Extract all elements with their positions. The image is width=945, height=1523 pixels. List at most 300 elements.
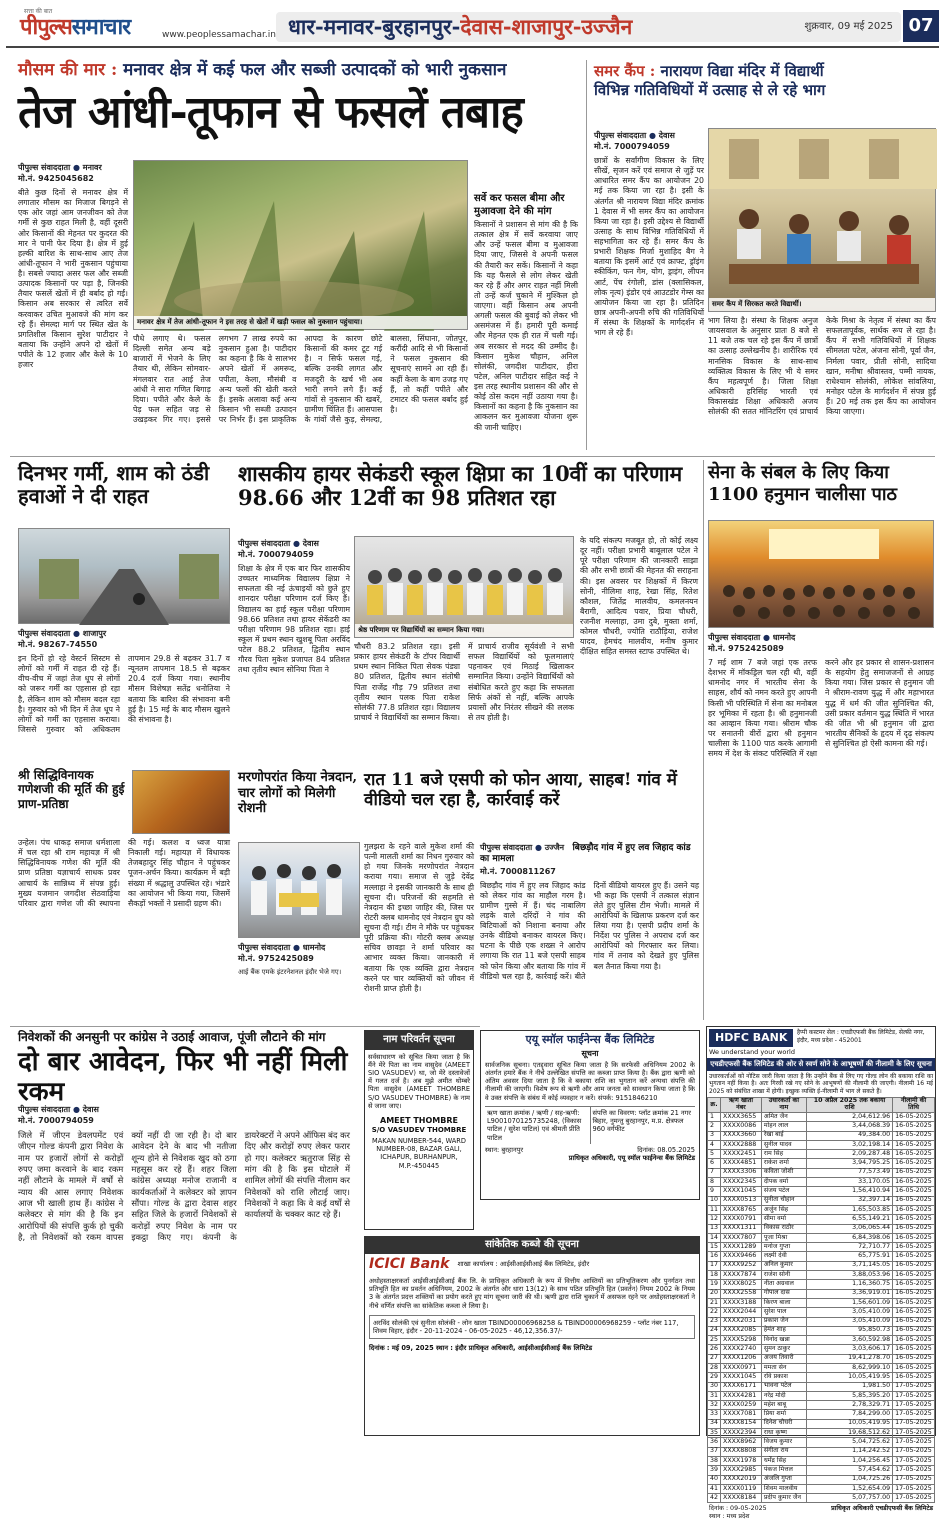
table-cell: 19,41,278.70 bbox=[806, 1354, 892, 1363]
table-cell: संजय पटेल bbox=[761, 1187, 806, 1196]
table-cell: राजेश सोनी bbox=[761, 1271, 806, 1280]
table-cell: भावना पटेल bbox=[761, 1382, 806, 1391]
table-cell: XXXX5298 bbox=[721, 1336, 762, 1345]
table-cell: धर्मेंद्र सिंह bbox=[761, 1456, 806, 1465]
table-cell: 1,56,410.94 bbox=[806, 1187, 892, 1196]
result-byline-place: देवास bbox=[302, 539, 319, 548]
table-cell: XXXX1045 bbox=[721, 1187, 762, 1196]
table-cell: XXXX8962 bbox=[721, 1438, 762, 1447]
table-cell: किरण बाला bbox=[761, 1298, 806, 1307]
table-cell: 26 bbox=[708, 1345, 721, 1354]
table-cell: संगीता राय bbox=[761, 1447, 806, 1456]
heat-body: इन दिनों हो रहे वेस्टर्न सिस्टम से लोगों को गर्मी में राहत दी रहे हैं। वीच-वीच में जहां तेज धूप से लोगों को जरूर गर्मी का एहसास हो रहा है, लेकिन शाम को मौसम बदल रहा है। गुरुवार को भी दिन में तेज धूप ने लोगों को गर्मी का एहसास कराया। जिससे गुरुवार को अधिकतम तापमान 29.8 से बढ़कर 31.7 व न्यूनतम तापमान 18.5 से बढ़कर 20.4 दर्ज किया गया। स्थानीय मौसम विशेषज्ञ सतेंद्र धनोतिया ने बताया कि बारिश की संभावना बनी हुई है। 15 मई के बाद मौसम खुलने की संभावना है। bbox=[18, 654, 230, 734]
table-cell: 1,16,360.75 bbox=[806, 1280, 892, 1289]
table-cell: XXXX2019 bbox=[721, 1475, 762, 1484]
table-cell: 3,05,410.09 bbox=[806, 1308, 892, 1317]
eye-mobile: मो.नं. 9752425089 bbox=[238, 954, 314, 963]
congress-mobile: मो.नं. 7000794059 bbox=[18, 1116, 94, 1125]
table-cell: 16-05-2025 bbox=[893, 1308, 935, 1317]
table-cell: 12 bbox=[708, 1215, 721, 1224]
region-highlight: देवास-शाजापुर-उज्जैन bbox=[460, 14, 633, 39]
lead-headline-box bbox=[18, 87, 578, 156]
icici-row: अरविंद सोलंकी एवं सुनीता सोलंकी - लोन खाता TBIND00006968258 & TBIND00006968259 - प्लॉट नंबर 117, शिवम विहार, इंदौर - 20-11-2024 - 06-05-2025 - 46,12,356.37/- bbox=[369, 1315, 695, 1339]
hdfc-branch: हैप्पी कस्टमर सेल : एचडीएफसी बैंक लिमिटेड, सेल्फ़ी नगर, इंदौर, मध्य प्रदेश - 452001 bbox=[797, 1029, 925, 1044]
au-col-left: ऋण खाता क्रमांक / ऋणी / सह-ऋणी: L9001070125735248, (विकास पाटिल / सुरेश पाटिल) एवं श्रीमती प्रीति पाटिल bbox=[485, 1107, 591, 1144]
table-cell: 3,36,919.01 bbox=[806, 1289, 892, 1298]
idol-body-box bbox=[18, 838, 230, 1020]
table-cell: 42 bbox=[708, 1494, 721, 1503]
sp-body-box: पीपुल्स संवाददाता ● उज्जैन बिछड़ौद गांव में हुए लव जिहाद कांड का मामला मो.नं. 7000811267 बिछड़ौद गांव में हुए लव जिहाद कांड को लेकर गांव का माहौल गरम है। ग्रामीण गुस्से में हैं। चंद नाबालिग लड़के वाले दरिंदों ने गांव की बिटियाओं को निशाना बनाया और उनके वीडियो बनाकर वायरल किए। घटना के पीछे एक शख्स ने आरोप लगाया कि रात 11 बजे एसपी साहब को फोन किया और बताया कि गांव में वीडियो चल रहा है, कार्रवाई करें। बीते दिनों वीडियो वायरल हुए हैं। उसने यह भी कहा कि एसपी ने तत्काल संज्ञान लेते हुए पुलिस टीम भेजी। मामले में आरोपियों के खिलाफ प्रकरण दर्ज कर लिया गया है। एसपी प्रदीप शर्मा के निर्देश पर पुलिस ने अपराध दर्ज कर आरोपियों को गिरफ्तार कर लिया। गांव में तनाव को देखते हुए पुलिस बल तैनात किया गया है। bbox=[480, 843, 699, 981]
result-photo-caption: श्रेष्ठ परिणाम पर विद्यार्थियों का सम्मान किया गया। bbox=[355, 624, 573, 637]
table-row bbox=[708, 1382, 935, 1391]
lead-body-col1: बीते कुछ दिनों से मनावर क्षेत्र में लगातार मौसम का मिजाज बिगड़ने से एक ओर जहां आम जनजीवन को तेज गर्मी से कुछ राहत मिली है, वहीं दूसरी ओर किसानों की मेहनत पर कुदरत की मार ने पानी फेर दिया है। क्षेत्र में हुई हल्की बारिश के साथ-साथ आए तेज आंधी-तूफान ने भारी नुकसान पहुंचाया है। सबसे ज्यादा असर फल और सब्जी उत्पादक किसानों पर पड़ा है, जिनकी तैयार फसलें खेतों में ही बर्बाद हो गईं। किसान अब सरकार से त्वरित सर्वे करवाकर उचित मुआवजे की मांग कर रहे हैं। सेमल्दा मार्ग पर स्थित खेत के प्रगतिशील किसान सुरेश पाटीदार ने बताया कि उन्होंने अपने दो खेतों में पपीते के 12 हजार और केले के 10 हजार bbox=[18, 188, 128, 370]
table-row bbox=[708, 1336, 935, 1345]
table-cell: 17-05-2025 bbox=[893, 1494, 935, 1503]
table-cell: XXXX0791 bbox=[721, 1215, 762, 1224]
table-cell: 8,62,999.10 bbox=[806, 1363, 892, 1372]
result-col1: पीपुल्स संवाददाता ● देवास मो.नं. 7000794059 शिक्षा के क्षेत्र में एक बार फिर शासकीय उच्चतर माध्यमिक विद्यालय क्षिप्रा ने सफलता की नई ऊंचाइयों को छुते हुए शानदार परीक्षा परिणाम दर्ज किए हैं। विद्यालय का हाई स्कूल परीक्षा परिणाम 98.66 प्रतिशत तथा हायर सेकेंडरी का परीक्षा परिणाम 98 प्रतिशत रहा। हाई स्कूल में प्रथम स्थान खुशबू पिता अरविंद पटेल 88.2 प्रतिशत, द्वितीय स्थान गौरव पिता मुकेश प्रजापत 84 प्रतिशत तथा तृतीय स्थान सोनिया पिता ने bbox=[238, 539, 350, 675]
camp-body-col1: छात्रों के सर्वांगीण विकास के लिए सीखें, सृजन करें एवं समाज से जुड़ें पर आधारित समर कैंप का आयोजन 20 मई तक किया जा रहा है। इसी के अंतर्गत श्री नारायण विद्या मंदिर क्रमांक 1 देवास में भी समर कैंप का आयोजन किया जा रहा है। इसी उद्देश्य से विद्यार्थी उत्साह के साथ विभिन्न गतिविधियों में सहभागिता कर रहे हैं। समर कैंप के प्रभारी शिक्षक मिर्जा मुशाहिद बैग ने बताया कि इसमें आर्ट एवं क्राफ्ट, ड्रॉइंग स्कीकिंग, फन गेम, योग, ड्राइंग, लीपन आर्ट, पेंच रंगोली, डांस (क्लासिकल, लोक नृत्य) इंडोर एवं आउटडोर गेम्स का आयोजन किया जा रहा है। प्रतिदिन छात्र अपनी-अपनी रुचि की गतिविधियों में संस्था के शिक्षकों के मार्गदर्शन में भाग ले रहे हैं। bbox=[594, 156, 704, 338]
table-cell: 5,85,395.20 bbox=[806, 1391, 892, 1400]
icici-branch: शाखा कार्यालय : आईसीआईसीआई बैंक लिमिटेड, इंदौर bbox=[457, 1260, 590, 1269]
lead-cols-under bbox=[133, 334, 468, 450]
table-row bbox=[708, 1122, 935, 1131]
table-cell: XXXX1206 bbox=[721, 1354, 762, 1363]
heat-head-box bbox=[18, 462, 230, 524]
table-cell: 17-05-2025 bbox=[893, 1419, 935, 1428]
table-cell: 19,68,512.62 bbox=[806, 1429, 892, 1438]
table-cell: अर्जुन सिंह bbox=[761, 1205, 806, 1214]
table-cell: 16-05-2025 bbox=[893, 1354, 935, 1363]
table-row bbox=[708, 1419, 935, 1428]
table-cell: 29 bbox=[708, 1373, 721, 1382]
table-cell: 16-05-2025 bbox=[893, 1326, 935, 1335]
table-cell: ममता सेन bbox=[761, 1363, 806, 1372]
hdfc-notice bbox=[706, 1026, 936, 1521]
lead-kicker-label: मौसम की मार : bbox=[18, 60, 118, 80]
table-row bbox=[708, 1243, 935, 1252]
table-cell: 16-05-2025 bbox=[893, 1205, 935, 1214]
table-row bbox=[708, 1112, 935, 1121]
table-cell: दीपक वर्मा bbox=[761, 1178, 806, 1187]
heat-photo bbox=[18, 528, 230, 624]
army-photo bbox=[708, 520, 934, 628]
result-body-col3: के यदि संकल्प मजबूत हो, तो कोई लक्ष्य दूर नहीं। परीक्षा प्रभारी बाबूलाल पटेल ने पूरे परीक्षा परिणाम की जानकारी साझा की और सभी छात्रों की मेहनत की सराहना की। इस अवसर पर शिक्षकों में किरण सोनी, नीलिमा शाह, रेखा सिंह, रितेश कौशल, जितेंद्र मालवीय, कमलनयन बैरागी, आदित्य पवार, प्रिया चौधरी, रजनीश मल्लाहा, उमा दुबे, मुक्ता शर्मा, कोमल चौधरी, ज्योति राठौड़िया, राजेश यादव, हेमचंद मालवीय, मनीष कुमार दीक्षित सहित समस्त स्टाफ उपस्थित थे। bbox=[580, 536, 698, 657]
au-subtitle: सूचना bbox=[581, 1048, 599, 1058]
table-cell: लक्ष्मी देवी bbox=[761, 1252, 806, 1261]
table-cell: प्रिया शर्मा bbox=[761, 1410, 806, 1419]
result-photo bbox=[354, 536, 574, 638]
table-cell: XXXX1045 bbox=[721, 1373, 762, 1382]
table-cell: राधा कृष्ण bbox=[761, 1429, 806, 1438]
name-change-title: नाम परिवर्तन सूचना bbox=[365, 1031, 473, 1050]
table-cell: 2 bbox=[708, 1122, 721, 1131]
table-cell: XXXX8154 bbox=[721, 1419, 762, 1428]
congress-byline-name: पीपुल्स संवाददाता bbox=[18, 1105, 71, 1114]
table-cell: 3,88,053.96 bbox=[806, 1271, 892, 1280]
hdfc-table-header-cell: नीलामी की तिथि bbox=[893, 1098, 935, 1113]
camp-students-illustration bbox=[709, 129, 937, 313]
congress-headline-small: निवेशकों की अनसुनी पर कांग्रेस ने उठाई आवाज, पूंजी लौटाने की मांग bbox=[18, 1030, 326, 1044]
table-row bbox=[708, 1429, 935, 1438]
table-row bbox=[708, 1196, 935, 1205]
table-cell: 16-05-2025 bbox=[893, 1271, 935, 1280]
table-row bbox=[708, 1178, 935, 1187]
hdfc-header bbox=[707, 1027, 935, 1058]
table-row bbox=[708, 1261, 935, 1270]
au-signatory: प्राधिकृत अधिकारी, एयू स्मॉल फाईनेन्स बैंक लिमिटेड bbox=[568, 1154, 695, 1163]
table-cell: 16-05-2025 bbox=[893, 1317, 935, 1326]
icici-logo: ICICI Bank bbox=[369, 1255, 450, 1272]
table-cell: 9 bbox=[708, 1187, 721, 1196]
table-cell: XXXX8184 bbox=[721, 1494, 762, 1503]
table-cell: XXXX3660 bbox=[721, 1131, 762, 1140]
table-cell: सुनील यादव bbox=[761, 1140, 806, 1149]
table-cell: 1 bbox=[708, 1112, 721, 1121]
lead-side bbox=[474, 190, 578, 450]
table-row bbox=[708, 1494, 935, 1503]
table-cell: 17-05-2025 bbox=[893, 1438, 935, 1447]
table-cell: XXXX7807 bbox=[721, 1233, 762, 1242]
army-mobile: मो.नं. 9752425089 bbox=[708, 644, 784, 653]
table-row bbox=[708, 1159, 935, 1168]
lead-side-body: किसानों ने प्रशासन से मांग की है कि तत्काल क्षेत्र में सर्वे करवाया जाए और उन्हें फसल बीमा व मुआवजा दिया जाए, जिससे वे अपनी फसल की तैयारी कर सकें। किसानों ने कहा कि यह फैसले से लोग लेकर खेती कर रहे हैं और अगर राहत नहीं मिली तो उन्हें कर्ज चुकाने में मुश्किल हो जाएगा। वहीं किसान अब अपनी अगली फसल की बुवाई को लेकर भी असमंजस में हैं। हमारी पूरी कमाई और मेहनत एक ही रात में चली गई। अब सरकार से मदद की उम्मीद है। किसान मुकेश चौहान, अनिल सोलंकी, जगदीश पाटीदार, हीरा पटेल, अनिल पाटीदार सहित कई ने इस तरह स्थानीय प्रशासन की और से कोई ठोस कदम नहीं उठाया गया है। किसानों का कहना है कि नुकसान का आकलन कर मुआवजा योजना शुरू की जानी चाहिए। bbox=[474, 220, 578, 432]
table-cell: 3,03,606.17 bbox=[806, 1345, 892, 1354]
table-cell: 6 bbox=[708, 1159, 721, 1168]
au-place: स्थान: बुरहानपुर bbox=[485, 1145, 524, 1154]
table-cell: नीता अग्रवाल bbox=[761, 1280, 806, 1289]
table-cell: 10 bbox=[708, 1196, 721, 1205]
table-cell: गोपाल दास bbox=[761, 1289, 806, 1298]
table-cell: XXXX3188 bbox=[721, 1298, 762, 1307]
name-change-name2: S/O VASUDEV THOMBRE bbox=[371, 1126, 467, 1135]
table-cell: प्रकाश जैन bbox=[761, 1317, 806, 1326]
sp-mobile: मो.नं. 7000811267 bbox=[480, 866, 556, 876]
table-cell: दिनेश चौधरी bbox=[761, 1419, 806, 1428]
eye-photo-caption: आई बैंक एमके इंटरनेशनल इंदौर भेजे गए। bbox=[238, 968, 342, 976]
table-cell: 3,05,410.09 bbox=[806, 1317, 892, 1326]
au-body: सार्वजनिक सूचना। एतद्द्वारा सूचित किया जाता है कि सरफेसी अधिनियम 2002 के अंतर्गत हमारे बैंक ने नीचे उल्लेखित संपत्ति का कब्जा प्राप्त किया है। बैंक द्वारा ऋणी को अंतिम अवसर दिया जाता है कि वे बकाया राशि का भुगतान करें अन्यथा संपत्ति की नीलामी की जाएगी। विशेष रूप से ऋणी और आम जनता को सावधान किया जाता है कि वे उक्त संपत्ति के संबंध में कोई व्यवहार न करें। संपर्क: 9151846210 bbox=[485, 1060, 695, 1102]
divider bbox=[703, 460, 704, 1020]
congress-head-box bbox=[18, 1030, 350, 1108]
table-cell: मोहन लाल bbox=[761, 1122, 806, 1131]
table-cell: सुनीता चौहान bbox=[761, 1196, 806, 1205]
name-change-ad bbox=[364, 1030, 474, 1230]
table-cell: मनोज गुप्ता bbox=[761, 1243, 806, 1252]
au-col-right: संपत्ति का विवरण: प्लॉट क्रमांक 21 नगर बिहार, नुमन्तु बुरहानपुर, म.प्र. क्षेत्रफल 960 वर्गफीट bbox=[592, 1108, 691, 1134]
table-cell: 41 bbox=[708, 1484, 721, 1493]
lead-kicker bbox=[18, 60, 578, 90]
sp-headline: रात 11 बजे एसपी को फोन आया, साहब! गांव में वीडियो चल रहा है, कार्रवाई करें bbox=[364, 770, 677, 811]
lead-byline: पीपुल्स संवाददाता ● मनावर bbox=[18, 163, 102, 172]
table-cell: XXXX8025 bbox=[721, 1280, 762, 1289]
table-row bbox=[708, 1140, 935, 1149]
table-cell: महेश बाबू bbox=[761, 1401, 806, 1410]
table-cell: 49,384.00 bbox=[806, 1131, 892, 1140]
table-cell: 17 bbox=[708, 1261, 721, 1270]
au-table bbox=[485, 1106, 695, 1144]
table-cell: 37 bbox=[708, 1447, 721, 1456]
icici-notice bbox=[364, 1236, 700, 1436]
table-cell: 16-05-2025 bbox=[893, 1150, 935, 1159]
table-cell: 16-05-2025 bbox=[893, 1336, 935, 1345]
hdfc-table-header-cell: क्र. bbox=[708, 1098, 721, 1113]
table-cell: 6,84,398.06 bbox=[806, 1233, 892, 1242]
army-byline-name: पीपुल्स संवाददाता bbox=[708, 633, 761, 642]
table-cell: 3,06,065.44 bbox=[806, 1224, 892, 1233]
lead-photo-caption: मनावर क्षेत्र में तेज आंधी-तूफान ने इस तरह से खेतों में खड़ी फसल को नुकसान पहुंचाया। bbox=[134, 316, 467, 329]
icici-header: सांकेतिक कब्जे की सूचना bbox=[365, 1237, 699, 1254]
table-cell: 17-05-2025 bbox=[893, 1456, 935, 1465]
eye-body-box bbox=[364, 842, 474, 1020]
table-cell: XXXX2394 bbox=[721, 1429, 762, 1438]
sp-body: बिछड़ौद गांव में हुए लव जिहाद कांड को लेकर गांव का माहौल गरम है। ग्रामीण गुस्से में हैं। चंद नाबालिग लड़के वाले दरिंदों ने गांव की बिटियाओं को निशाना बनाया और उनके वीडियो बनाकर वायरल किए। घटना के पीछे एक शख्स ने आरोप लगाया कि रात 11 बजे एसपी साहब को फोन किया और बताया कि गांव में वीडियो चल रहा है, कार्रवाई करें। बीते दिनों वीडियो वायरल हुए हैं। उसने यह भी कहा कि एसपी ने तत्काल संज्ञान लेते हुए पुलिस टीम भेजी। मामले में आरोपियों के खिलाफ प्रकरण दर्ज कर लिया गया है। एसपी प्रदीप शर्मा के निर्देश पर पुलिस ने अपराध दर्ज कर आरोपियों को गिरफ्तार कर लिया। गांव में तनाव को देखते हुए पुलिस बल तैनात किया गया है। bbox=[480, 880, 699, 981]
army-body-box: पीपुल्स संवाददाता ● धामनोद मो.नं. 9752425089 7 मई शाम 7 बजे जहां एक तरफ देशभर में मॉकड्रिल चल रही थी, वहीं धामनोद नगर में भारतीय सेना के साहस, शौर्य को नमन करते हुए आपनी किसी भी परिस्थिति में सेना का मनोबल हर भूमिका में रहता है। श्री हनुमानजी का आव्हान किया गया। श्रीराम चौक पर सनातनी वीरों द्वारा श्री हनुमान चालीसा के 1100 पाठ करके आगामी समय में देश के संकट परिस्थिति में रक्षा करने और हर प्रकार से शासन-प्रशासन के सहयोग हेतु समाजजनों से आग्रह किया गया। जिस प्रकार से हनुमान जी ने श्रीराम-रावण युद्ध में और महाभारत युद्ध में धर्म की जीत सुनिश्चित की, उसी प्रकार वर्तमान युद्ध स्थिति में भारत की जीत भी श्री हनुमान जी द्वारा भारतीय सैनिकों के हृदय में दृढ़ संकल्प से सुनिश्चित हो ऐसी कामना की गई। bbox=[708, 633, 934, 759]
heat-body-box: पीपुल्स संवाददाता ● शाजापुर मो.नं. 98267-74550 इन दिनों हो रहे वेस्टर्न सिस्टम से लोगों को गर्मी में राहत दी रहे हैं। वीच-वीच में जहां तेज धूप से लोगों को जरूर गर्मी का एहसास हो रहा है, लेकिन शाम को मौसम बदल रहा है। गुरुवार को भी दिन में तेज धूप ने लोगों को गर्मी का एहसास कराया। जिससे गुरुवार को अधिकतम तापमान 29.8 से बढ़कर 31.7 व न्यूनतम तापमान 18.5 से बढ़कर 20.4 दर्ज किया गया। स्थानीय मौसम विशेषज्ञ सतेंद्र धनोतिया ने बताया कि बारिश की संभावना बनी हुई है। 15 मई के बाद मौसम खुलने की संभावना है। bbox=[18, 629, 230, 734]
hdfc-table-header bbox=[708, 1098, 935, 1113]
hdfc-logo-box bbox=[709, 1029, 797, 1056]
sp-head-box bbox=[364, 770, 699, 838]
result-head-box bbox=[238, 462, 698, 530]
hdfc-table-header-cell: उधारकर्ता का नाम bbox=[761, 1098, 806, 1113]
table-cell: राकेश शर्मा bbox=[761, 1159, 806, 1168]
table-cell: 4 bbox=[708, 1140, 721, 1149]
table-cell: XXXX2345 bbox=[721, 1178, 762, 1187]
table-cell: XXXX2031 bbox=[721, 1317, 762, 1326]
lead-col1 bbox=[18, 160, 128, 450]
lead-byline-name: पीपुल्स संवाददाता bbox=[18, 163, 71, 172]
congress-headline: दो बार आवेदन, फिर भी नहीं मिली रकम bbox=[18, 1047, 348, 1108]
table-cell: 5 bbox=[708, 1150, 721, 1159]
au-footer bbox=[481, 1146, 699, 1154]
table-cell: 17-05-2025 bbox=[893, 1401, 935, 1410]
army-headline: सेना के संबल के लिए किया 1100 हनुमान चालीसा पाठ bbox=[708, 462, 897, 505]
eye-donation-illustration bbox=[239, 843, 361, 939]
table-cell: पंकज मित्तल bbox=[761, 1466, 806, 1475]
table-cell: 65,775.91 bbox=[806, 1252, 892, 1261]
hdfc-slogan: We understand your world bbox=[709, 1047, 795, 1056]
hdfc-body: उधारकर्ताओं को नोटिस जारी किया जाता है कि उन्होंने बैंक से लिए गए गोल्ड लोन की बकाया राशि का भुगतान नहीं किया है। अतः गिरवी रखे गए सोने के आभूषणों की नीलामी की जाएगी। नीलामी 16 मई 2025 को संबंधित शाखा में होगी। इच्छुक व्यक्ति ई-नीलामी में भाग ले सकते हैं। bbox=[709, 1072, 933, 1095]
idol-body: उन्हेल। पंच धाकड़ समाज धर्मशाला में चल रहा श्री राम महायज्ञ में श्री सिद्धिविनायक गणेश की मूर्ति की प्राण प्रतिष्ठा यज्ञाचार्य साधक प्रवर आचार्य के सान्निध्य में संपन्न हुई। मुख्य यजमान जगदीश सेठवाड़िया परिवार द्वारा गणेश जी की स्थापना की गई। कलश व ध्वज यात्रा निकाली गई। महायज्ञ में विधायक तेजबहादुर सिंह चौहान ने पहुंचकर पूजन-अर्चन किया। कार्यक्रम में बड़ी संख्या में श्रद्धालु उपस्थित रहे। भंडारे का आयोजन भी किया गया, जिसमें सैकड़ों भक्तों ने प्रसादी ग्रहण की। bbox=[18, 838, 230, 908]
table-cell: 16-05-2025 bbox=[893, 1224, 935, 1233]
eye-headline: मरणोपरांत किया नेत्रदान, चार लोगों को मिलेगी रोशनी bbox=[238, 770, 358, 817]
masthead bbox=[6, 10, 939, 48]
icici-footer: दिनांक : मई 09, 2025 स्थान : इंदौर प्राधिकृत अधिकारी, आईसीआईसीआई बैंक लिमिटेड bbox=[369, 1344, 593, 1353]
hdfc-table-header-cell: 10 अप्रैल 2025 तक बकाया राशि bbox=[806, 1098, 892, 1113]
table-cell: 17-05-2025 bbox=[893, 1391, 935, 1400]
heat-mobile: मो.नं. 98267-74550 bbox=[18, 640, 98, 649]
table-row bbox=[708, 1187, 935, 1196]
table-cell: 39 bbox=[708, 1466, 721, 1475]
camp-mobile: मो.नं. 7000794059 bbox=[594, 142, 670, 151]
result-body-col1: शिक्षा के क्षेत्र में एक बार फिर शासकीय उच्चतर माध्यमिक विद्यालय क्षिप्रा ने सफलता की नई ऊंचाइयों को छुते हुए शानदार परीक्षा परिणाम दर्ज किए हैं। विद्यालय का हाई स्कूल परीक्षा परिणाम 98.66 प्रतिशत तथा हायर सेकेंडरी का परीक्षा परिणाम 98 प्रतिशत रहा। हाई स्कूल में प्रथम स्थान खुशबू पिता अरविंद पटेल 88.2 प्रतिशत, द्वितीय स्थान गौरव पिता मुकेश प्रजापत 84 प्रतिशत तथा तृतीय स्थान सोनिया पिता ने bbox=[238, 564, 350, 675]
table-cell: 32 bbox=[708, 1401, 721, 1410]
table-cell: 18 bbox=[708, 1271, 721, 1280]
eye-photo bbox=[238, 842, 360, 938]
idol-headline: श्री सिद्धिविनायक गणेशजी की मूर्ति की हुई प्राण-प्रतिष्ठा bbox=[18, 768, 125, 811]
table-row bbox=[708, 1205, 935, 1214]
table-cell: 14 bbox=[708, 1233, 721, 1242]
table-cell: 3,44,068.39 bbox=[806, 1122, 892, 1131]
table-row bbox=[708, 1447, 935, 1456]
table-cell: 27 bbox=[708, 1354, 721, 1363]
hdfc-footer-place: स्थान : मध्य प्रदेश bbox=[709, 1513, 750, 1521]
table-cell: XXXX3655 bbox=[721, 1112, 762, 1121]
table-cell: 16-05-2025 bbox=[893, 1373, 935, 1382]
sp-byline-place: उज्जैन bbox=[544, 843, 565, 852]
table-cell: 16-05-2025 bbox=[893, 1196, 935, 1205]
table-cell: 17-05-2025 bbox=[893, 1429, 935, 1438]
table-cell: 16-05-2025 bbox=[893, 1178, 935, 1187]
lead-byline-place: मनावर bbox=[82, 163, 102, 172]
table-cell: सुरेश पाल bbox=[761, 1308, 806, 1317]
lead-photo bbox=[133, 160, 468, 330]
army-byline-place: धामनोद bbox=[772, 633, 796, 642]
congress-body: जिले में जीएन डेवलपमेंट एवं जीएन गोल्ड कंपनी द्वारा निवेश के नाम पर हजारों लोगों से करोड़ों रुपए जमा करवाने के बाद रकम नहीं लौटाने के मामले में वर्षों से न्याय की आस लगाए निवेशक आज भी खाली हाथ हैं। कांग्रेस ने कलेक्टर से मांग की है कि इन आरोपियों की संपत्ति कुर्क हो चुकी है, तो निवेशकों को रकम वापस क्यों नहीं दी जा रही है। दो बार आवेदन देने के बाद भी नतीजा शून्य होने से निवेशक खुद को ठगा महसूस कर रहे हैं। शहर जिला कांग्रेस अध्यक्ष मनोज राजानी व कार्यकर्ताओं ने कलेक्टर को ज्ञापन सौंपा। गोल्ड के द्वारा देवास शहर सहित जिले के हजारों निवेशकों से करोड़ों रुपए निवेश के नाम पर इकट्ठा किए गए। कंपनी के डायरेक्टरों ने अपने ऑफिस बंद कर दिए और करोड़ों रुपए लेकर फरार हो गए। कलेक्टर ऋतुराज सिंह से मांग की है कि इस घोटाले में शामिल लोगों की संपत्ति नीलाम कर निवेशकों को राशि लौटाई जाए। निवेशकों ने कहा कि वे कई वर्षों से कार्यालयों के चक्कर काट रहे हैं। bbox=[18, 1130, 350, 1243]
icici-body: अधोहस्ताक्षरकर्ता आईसीआईसीआई बैंक लि. के प्राधिकृत अधिकारी के रूप में वित्तीय आस्तियों का प्रतिभूतिकरण और पुनर्गठन तथा प्रतिभूति हित का प्रवर्तन अधिनियम, 2002 के अंतर्गत और धारा 13(12) के साथ पठित प्रतिभूति हित (प्रवर्तन) नियम 2002 के नियम 3 के अंतर्गत प्रदत्त शक्तियों का प्रयोग करते हुए मांग सूचना जारी की थी। ऋणी द्वारा राशि चुकाने में असफल रहने पर अधोहस्ताक्षरकर्ता ने नीचे वर्णित संपत्ति का सांकेतिक कब्जा ले लिया है। bbox=[369, 1277, 695, 1310]
table-cell: XXXX0971 bbox=[721, 1363, 762, 1372]
table-cell: अजय तिवारी bbox=[761, 1354, 806, 1363]
table-cell: 16-05-2025 bbox=[893, 1345, 935, 1354]
table-row bbox=[708, 1233, 935, 1242]
table-row bbox=[708, 1475, 935, 1484]
table-cell: 3,02,198.14 bbox=[806, 1140, 892, 1149]
table-cell: राम सिंह bbox=[761, 1150, 806, 1159]
table-cell: XXXX2451 bbox=[721, 1150, 762, 1159]
table-cell: 1,56,601.09 bbox=[806, 1298, 892, 1307]
road-illustration bbox=[19, 529, 231, 625]
table-cell: XXXX8808 bbox=[721, 1447, 762, 1456]
au-bank-notice bbox=[480, 1030, 700, 1200]
table-cell: 33 bbox=[708, 1410, 721, 1419]
eye-byline-place: धामनोद bbox=[302, 943, 326, 952]
table-cell: 25 bbox=[708, 1336, 721, 1345]
table-cell: 16-05-2025 bbox=[893, 1252, 935, 1261]
table-cell: 1,981.50 bbox=[806, 1382, 892, 1391]
camp-kicker-label: समर कैंप : bbox=[594, 62, 656, 80]
table-cell: 13 bbox=[708, 1224, 721, 1233]
lead-kicker-text: मनावर क्षेत्र में कई फल और सब्जी उत्पादकों को भारी नुकसान bbox=[123, 60, 507, 80]
divider bbox=[586, 60, 587, 450]
hdfc-table-body bbox=[708, 1112, 935, 1502]
table-cell: सीमा वर्मा bbox=[761, 1215, 806, 1224]
table-cell: 5,04,725.62 bbox=[806, 1438, 892, 1447]
hdfc-logo: HDFC BANK bbox=[709, 1029, 793, 1047]
eye-byline-box: पीपुल्स संवाददाता ● धामनोद मो.नं. 9752425089 आई बैंक एमके इंटरनेशनल इंदौर भेजे गए। bbox=[238, 940, 360, 1020]
table-row bbox=[708, 1289, 935, 1298]
table-row bbox=[708, 1410, 935, 1419]
table-cell: 32,397.14 bbox=[806, 1196, 892, 1205]
logo-part1: पीपुल्स bbox=[20, 14, 72, 40]
table-cell: 10,05,419.95 bbox=[806, 1373, 892, 1382]
table-cell: नरेंद्र मोदी bbox=[761, 1391, 806, 1400]
table-cell: XXXX3306 bbox=[721, 1168, 762, 1177]
logo-part2: समाचार bbox=[71, 14, 131, 40]
table-cell: 23 bbox=[708, 1317, 721, 1326]
table-row bbox=[708, 1345, 935, 1354]
table-cell: 7,84,299.00 bbox=[806, 1410, 892, 1419]
table-cell: XXXX2985 bbox=[721, 1466, 762, 1475]
table-cell: 95,850.73 bbox=[806, 1326, 892, 1335]
table-cell: 1,04,256.45 bbox=[806, 1456, 892, 1465]
table-cell: 1,52,654.09 bbox=[806, 1484, 892, 1493]
table-cell: 40 bbox=[708, 1475, 721, 1484]
table-row bbox=[708, 1456, 935, 1465]
table-cell: 72,710.77 bbox=[806, 1243, 892, 1252]
eye-body: गुलझरा के रहने वाले मुकेश शर्मा की पत्नी मालती शर्मा का निधन गुरुवार को हो गया जिनके मरणोपरांत नेत्रदान कराया गया। समाज से जुड़े देवेंद्र मल्लाहा ने इसकी जानकारी के साथ ही सूचना दी। परिजनों की सहमति से नेत्रदान की इच्छा जाहिर की, जिस पर रोटरी क्लब धामनोद एवं नेत्रदान ग्रुप को सूचना दी गई। टीम ने मौके पर पहुंचकर पूरी प्रक्रिया की। गोटरी क्लब अध्यक्ष सचिव छावड़ा ने शर्मा परिवार का आभार व्यक्त किया। जानकारी में बताया कि एक व्यक्ति द्वारा नेत्रदान करने पर चार व्यक्तियों को जीवन में रोशनी प्राप्त होती है। bbox=[364, 842, 474, 993]
table-cell: 31 bbox=[708, 1391, 721, 1400]
table-cell: 3,60,592.98 bbox=[806, 1336, 892, 1345]
table-cell: 28 bbox=[708, 1363, 721, 1372]
table-row bbox=[708, 1317, 935, 1326]
lead-headline: तेज आंधी-तूफान से फसलें तबाह bbox=[18, 87, 523, 138]
table-row bbox=[708, 1131, 935, 1140]
camp-heading bbox=[594, 62, 934, 124]
table-row bbox=[708, 1168, 935, 1177]
eye-head-box bbox=[238, 770, 360, 840]
table-cell: XXXX1289 bbox=[721, 1243, 762, 1252]
table-cell: विनोद खन्ना bbox=[761, 1336, 806, 1345]
sp-subhead: बिछड़ौद गांव में हुए लव जिहाद कांड का मामला bbox=[480, 843, 691, 865]
hdfc-notice-title: एचडीएफसी बैंक लिमिटेड की ओर से स्वर्ण सोने के आभूषणों की नीलामी के लिए सूचना bbox=[707, 1058, 935, 1071]
table-cell: 16-05-2025 bbox=[893, 1280, 935, 1289]
table-cell: 19 bbox=[708, 1280, 721, 1289]
table-cell: शिवम मालवीय bbox=[761, 1484, 806, 1493]
table-cell: 1,65,503.85 bbox=[806, 1205, 892, 1214]
table-cell: 16-05-2025 bbox=[893, 1298, 935, 1307]
eye-byline-name: पीपुल्स संवाददाता bbox=[238, 943, 291, 952]
table-cell: XXXX4281 bbox=[721, 1391, 762, 1400]
table-cell: 16-05-2025 bbox=[893, 1112, 935, 1121]
table-row bbox=[708, 1484, 935, 1493]
table-cell: पूजा मिश्रा bbox=[761, 1233, 806, 1242]
table-row bbox=[708, 1373, 935, 1382]
table-cell: अनिल कुमार bbox=[761, 1261, 806, 1270]
congress-body-box: पीपुल्स संवाददाता ● देवास मो.नं. 7000794059 जिले में जीएन डेवलपमेंट एवं जीएन गोल्ड कंपनी द्वारा निवेश के नाम पर हजारों लोगों से करोड़ों रुपए जमा करवाने के बाद रकम नहीं लौटाने के मामले में वर्षों से न्याय की आस लगाए निवेशक आज भी खाली हाथ हैं। कांग्रेस ने कलेक्टर से मांग की है कि इन आरोपियों की संपत्ति कुर्क हो चुकी है, तो निवेशकों को रकम वापस क्यों नहीं दी जा रही है। दो बार आवेदन देने के बाद भी नतीजा शून्य होने से निवेशक खुद को ठगा महसूस कर रहे हैं। शहर जिला कांग्रेस अध्यक्ष मनोज राजानी व कार्यकर्ताओं ने कलेक्टर को ज्ञापन सौंपा। गोल्ड के द्वारा देवास शहर सहित जिले के हजारों निवेशकों से करोड़ों रुपए निवेश के नाम पर इकट्ठा किए गए। कंपनी के डायरेक्टरों ने अपने ऑफिस बंद कर दिए और करोड़ों रुपए लेकर फरार हो गए। कलेक्टर ऋतुराज सिंह से मांग की है कि इस घोटाले में शामिल लोगों की संपत्ति नीलाम कर निवेशकों को राशि लौटाई जाए। निवेशकों ने कहा कि वे कई वर्षों से कार्यालयों के चक्कर काट रहे हैं। bbox=[18, 1105, 350, 1243]
table-cell: 16-05-2025 bbox=[893, 1233, 935, 1242]
table-cell: 16 bbox=[708, 1252, 721, 1261]
result-col2 bbox=[354, 642, 574, 764]
table-cell: 30 bbox=[708, 1382, 721, 1391]
table-cell: 38 bbox=[708, 1456, 721, 1465]
table-cell: हेमंत शाह bbox=[761, 1326, 806, 1335]
table-cell: 36 bbox=[708, 1438, 721, 1447]
table-cell: 17-05-2025 bbox=[893, 1475, 935, 1484]
table-cell: 10,05,419.95 bbox=[806, 1419, 892, 1428]
table-row bbox=[708, 1363, 935, 1372]
table-row bbox=[708, 1224, 935, 1233]
table-cell: 57,454.62 bbox=[806, 1466, 892, 1475]
table-cell: 16-05-2025 bbox=[893, 1215, 935, 1224]
table-cell: XXXX2740 bbox=[721, 1345, 762, 1354]
table-row bbox=[708, 1271, 935, 1280]
region-main: धार-मनावर-बुरहानपुर- bbox=[288, 14, 461, 39]
table-cell: रेखा बाई bbox=[761, 1131, 806, 1140]
au-title: एयू स्मॉल फाईनेन्स बैंक लिमिटेड bbox=[525, 1033, 655, 1046]
divider bbox=[10, 1026, 480, 1027]
table-cell: 16-05-2025 bbox=[893, 1140, 935, 1149]
table-cell: प्रदीप कुमार जैन bbox=[761, 1494, 806, 1503]
table-cell: 8 bbox=[708, 1178, 721, 1187]
table-cell: 7 bbox=[708, 1168, 721, 1177]
region-title bbox=[288, 14, 632, 40]
table-row bbox=[708, 1252, 935, 1261]
table-cell: 22 bbox=[708, 1308, 721, 1317]
table-cell: अंजलि गुप्ता bbox=[761, 1475, 806, 1484]
camp-photo-caption: समर कैंप में सिरकत करते विद्यार्थी। bbox=[709, 298, 935, 311]
table-cell: विजय कुमार bbox=[761, 1438, 806, 1447]
website-url: www.peoplessamachar.in bbox=[162, 30, 276, 40]
